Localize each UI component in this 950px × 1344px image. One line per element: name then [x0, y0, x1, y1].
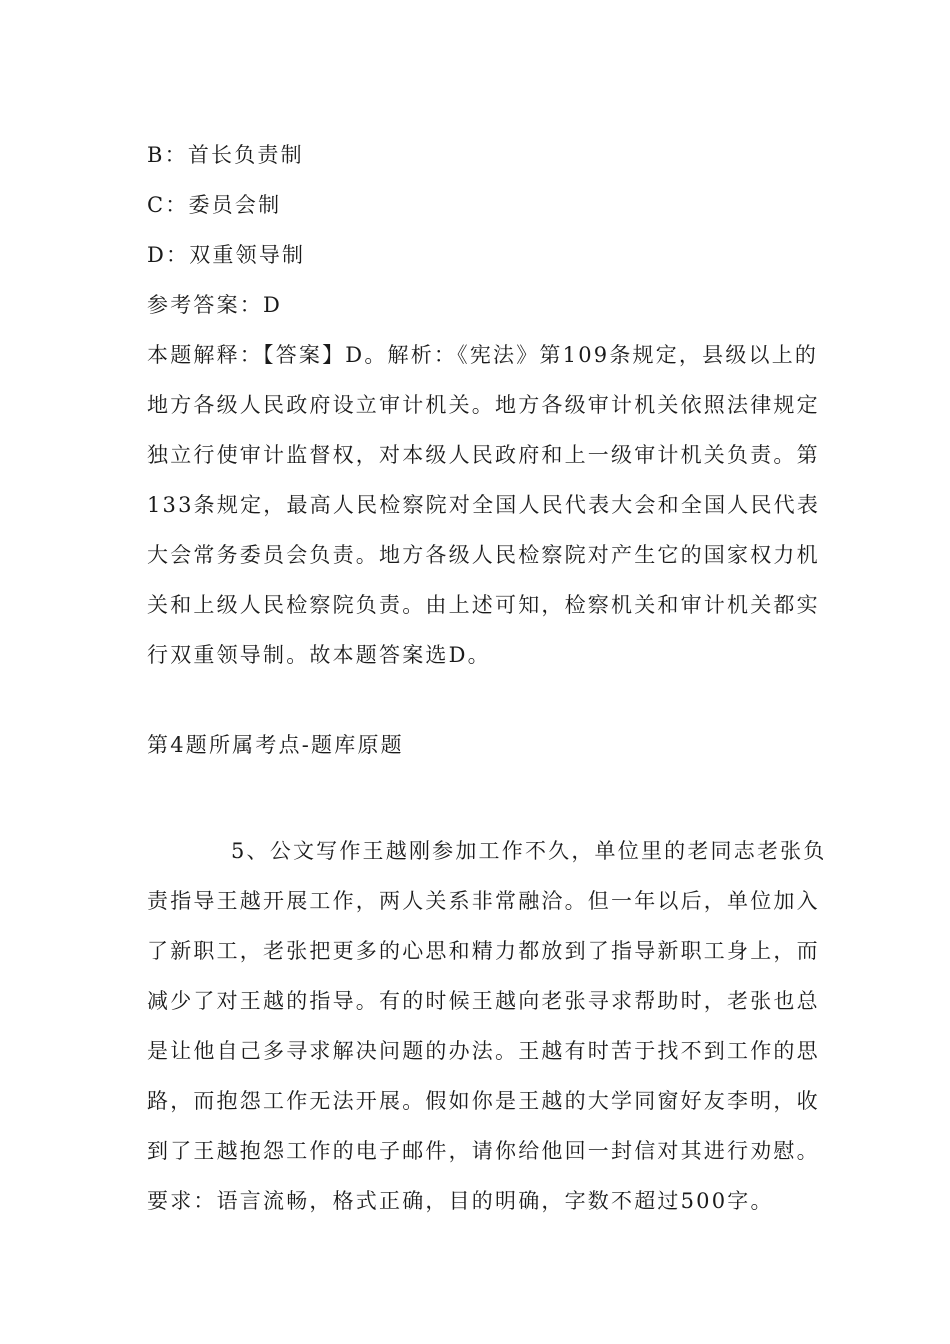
question-line: 减少了对王越的指导。有的时候王越向老张寻求帮助时，老张也总: [147, 989, 820, 1013]
option-d: D：双重领导制: [147, 243, 306, 267]
question-line: 责指导王越开展工作，两人关系非常融洽。但一年以后，单位加入: [147, 889, 820, 913]
topic-note: 第4题所属考点-题库原题: [147, 733, 404, 757]
question-line: 要求：语言流畅，格式正确，目的明确，字数不超过500字。: [147, 1189, 774, 1213]
question-line: 到了王越抱怨工作的电子邮件，请你给他回一封信对其进行劝慰。: [147, 1139, 820, 1163]
reference-answer: 参考答案：D: [147, 293, 283, 317]
question-5-paragraph: [147, 826, 827, 1226]
explanation-line: 关和上级人民检察院负责。由上述可知，检察机关和审计机关都实: [147, 593, 820, 617]
question-line: 路，而抱怨工作无法开展。假如你是王越的大学同窗好友李明，收: [147, 1089, 820, 1113]
explanation-line: 大会常务委员会负责。地方各级人民检察院对产生它的国家权力机: [147, 543, 820, 567]
explanation-paragraph: [147, 330, 821, 680]
explanation-line: 行双重领导制。故本题答案选D。: [147, 643, 491, 667]
option-b: B：首长负责制: [147, 143, 304, 167]
question-line: 了新职工，老张把更多的心思和精力都放到了指导新职工身上，而: [147, 939, 820, 963]
explanation-line: 本题解释：【答案】D。解析：《宪法》第109条规定，县级以上的: [147, 343, 819, 367]
question-line: 是让他自己多寻求解决问题的办法。王越有时苦于找不到工作的思: [147, 1039, 820, 1063]
document-page: [147, 130, 827, 1226]
spacer: [147, 680, 807, 720]
explanation-line: 地方各级人民政府设立审计机关。地方各级审计机关依照法律规定: [147, 393, 820, 417]
spacer: [147, 770, 807, 826]
explanation-line: 133条规定，最高人民检察院对全国人民代表大会和全国人民代表: [147, 493, 821, 517]
explanation-line: 独立行使审计监督权，对本级人民政府和上一级审计机关负责。第: [147, 443, 820, 467]
option-c: C：委员会制: [147, 193, 282, 217]
question-line: 5、公文写作王越刚参加工作不久，单位里的老同志老张负: [231, 839, 827, 863]
